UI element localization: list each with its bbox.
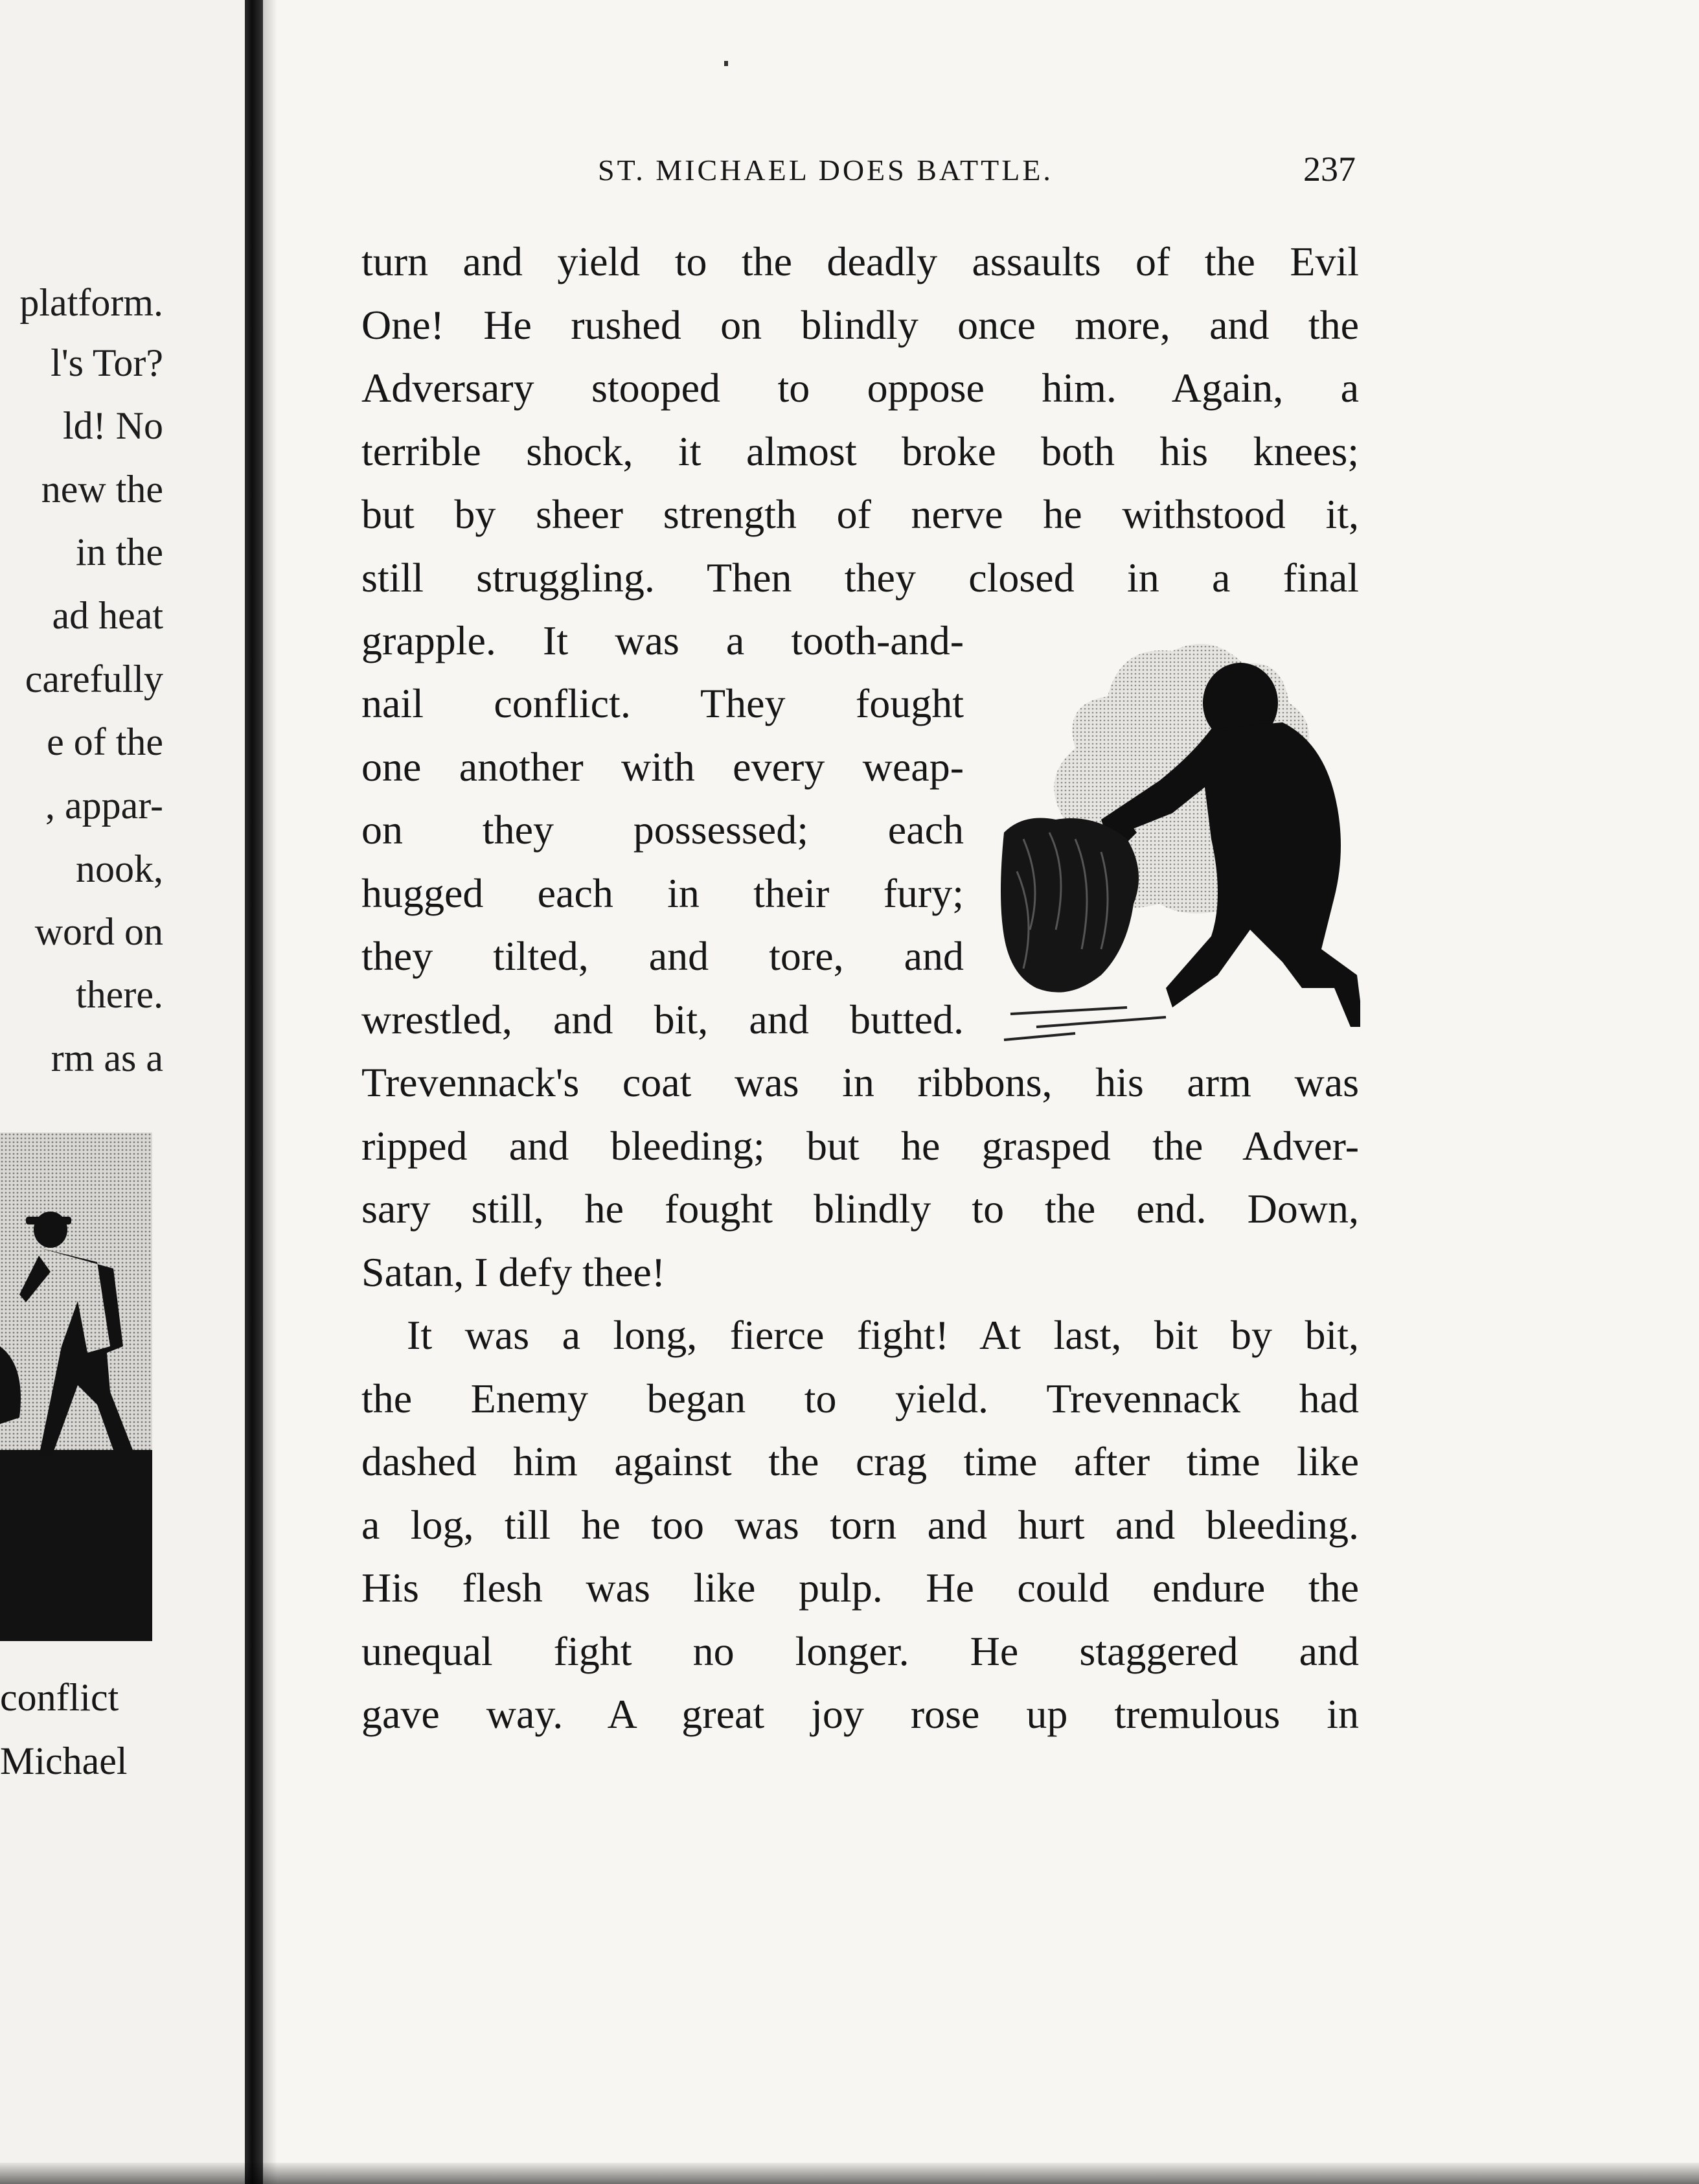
facing-page-line: ld! No bbox=[63, 404, 163, 447]
facing-page-line: word on bbox=[34, 910, 163, 953]
text-line: a log, till he too was torn and hurt and bleeding. bbox=[361, 1502, 1359, 1548]
text-line: but by sheer strength of nerve he withstood it, bbox=[361, 491, 1359, 537]
wrestling-illustration bbox=[998, 625, 1360, 1053]
book-gutter bbox=[245, 0, 263, 2184]
text-line: grapple. It was a tooth-and- bbox=[361, 617, 964, 663]
text-line: It was a long, fierce fight! At last, bit by bit, bbox=[407, 1312, 1359, 1358]
text-line: wrestled, and bit, and butted. bbox=[361, 996, 964, 1042]
facing-page-line: platform. bbox=[19, 281, 163, 324]
text-line: one another with every weap- bbox=[361, 744, 964, 790]
page-bottom-edge bbox=[0, 2163, 1699, 2184]
text-line: Trevennack's coat was in ribbons, his arm was bbox=[361, 1059, 1359, 1105]
text-line: turn and yield to the deadly assaults of the Evil bbox=[361, 238, 1359, 284]
text-line: Adversary stooped to oppose him. Again, a bbox=[361, 365, 1359, 411]
facing-page-line: rm as a bbox=[51, 1037, 163, 1079]
facing-page-caption-line: Michael bbox=[0, 1740, 128, 1782]
facing-page-line: ad heat bbox=[52, 594, 163, 637]
text-line: sary still, he fought blindly to the end. Down, bbox=[361, 1186, 1359, 1232]
text-line: nail conflict. They fought bbox=[361, 680, 964, 726]
text-line: gave way. A great joy rose up tremulous in bbox=[361, 1691, 1359, 1737]
facing-page-line: l's Tor? bbox=[51, 341, 163, 384]
text-line: terrible shock, it almost broke both his knees; bbox=[361, 428, 1359, 474]
facing-page-line: in the bbox=[76, 531, 163, 573]
facing-page-line: , appar- bbox=[45, 784, 163, 827]
text-line: on they possessed; each bbox=[361, 807, 964, 853]
text-line: One! He rushed on blindly once more, and the bbox=[361, 302, 1359, 348]
text-line: they tilted, and tore, and bbox=[361, 933, 964, 979]
text-line: the Enemy began to yield. Trevennack had bbox=[361, 1375, 1359, 1421]
text-line: ripped and bleeding; but he grasped the Adver- bbox=[361, 1123, 1359, 1169]
facing-page-line: carefully bbox=[25, 658, 163, 700]
running-head: ST. MICHAEL DOES BATTLE. bbox=[598, 154, 1053, 187]
facing-page-line: e of the bbox=[47, 720, 163, 763]
facing-page-caption-line: conflict bbox=[0, 1676, 119, 1719]
facing-page-illustration bbox=[0, 1132, 152, 1641]
text-line: His flesh was like pulp. He could endure the bbox=[361, 1565, 1359, 1611]
page-number: 237 bbox=[1303, 150, 1356, 189]
facing-page-line: there. bbox=[76, 973, 163, 1016]
facing-page bbox=[0, 0, 245, 2184]
text-line: Satan, I defy thee! bbox=[361, 1249, 666, 1295]
text-line: dashed him against the crag time after time like bbox=[361, 1438, 1359, 1484]
facing-page-line: nook, bbox=[76, 847, 163, 890]
print-speck bbox=[724, 61, 728, 66]
facing-page-line: new the bbox=[41, 468, 163, 511]
text-line: unequal fight no longer. He staggered and bbox=[361, 1628, 1359, 1674]
gutter-shadow bbox=[263, 0, 277, 2184]
text-line: hugged each in their fury; bbox=[361, 870, 964, 916]
text-line: still struggling. Then they closed in a final bbox=[361, 555, 1359, 601]
